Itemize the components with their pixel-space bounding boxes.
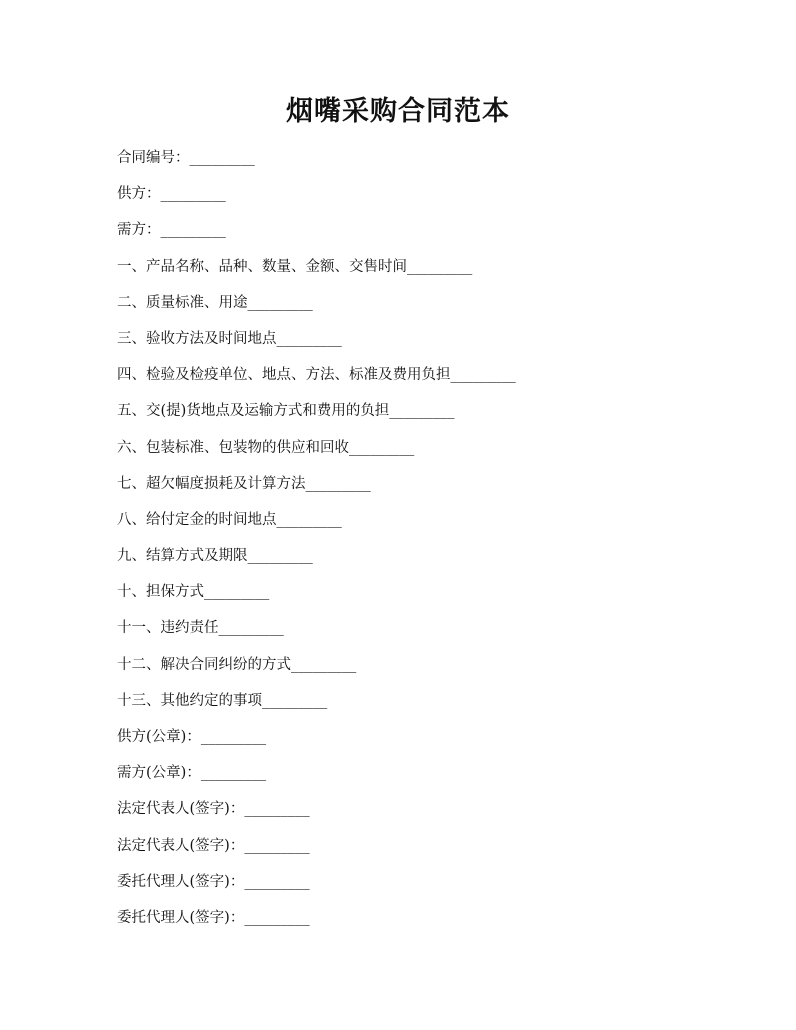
clause-8: 八、给付定金的时间地点_________ [117, 511, 342, 528]
clause-2: 二、质量标准、用途_________ [117, 294, 313, 311]
clause-7: 七、超欠幅度损耗及计算方法_________ [117, 475, 371, 492]
clause-11: 十一、违约责任_________ [117, 620, 284, 637]
supplier-line: 供方：_________ [117, 186, 226, 203]
clause-6: 六、包装标准、包装物的供应和回收_________ [117, 439, 415, 456]
clause-9: 九、结算方式及期限_________ [117, 548, 313, 565]
contract-clauses [117, 146, 516, 942]
clause-12: 十二、解决合同纠纷的方式_________ [117, 656, 357, 673]
clause-1: 一、产品名称、品种、数量、金额、交售时间_________ [117, 258, 473, 275]
legal-rep-signature-line-2: 法定代表人(签字)：_________ [117, 837, 310, 854]
agent-signature-line-1: 委托代理人(签字)：_________ [117, 873, 310, 890]
document-title: 烟嘴采购合同范本 [286, 96, 510, 127]
contract-number-line: 合同编号：_________ [117, 150, 255, 166]
supplier-seal-line: 供方(公章)：_________ [117, 729, 267, 745]
clause-4: 四、检验及检疫单位、地点、方法、标准及费用负担_________ [117, 367, 516, 384]
clause-13: 十三、其他约定的事项_________ [117, 692, 328, 709]
clause-5: 五、交(提)货地点及运输方式和费用的负担_________ [117, 403, 455, 420]
legal-rep-signature-line-1: 法定代表人(签字)：_________ [117, 801, 310, 818]
agent-signature-line-2: 委托代理人(签字)：_________ [117, 909, 310, 926]
clause-3: 三、验收方法及时间地点_________ [117, 330, 342, 347]
buyer-line: 需方：_________ [117, 222, 226, 239]
buyer-seal-line: 需方(公章)：_________ [117, 765, 267, 782]
clause-10: 十、担保方式_________ [117, 584, 270, 601]
